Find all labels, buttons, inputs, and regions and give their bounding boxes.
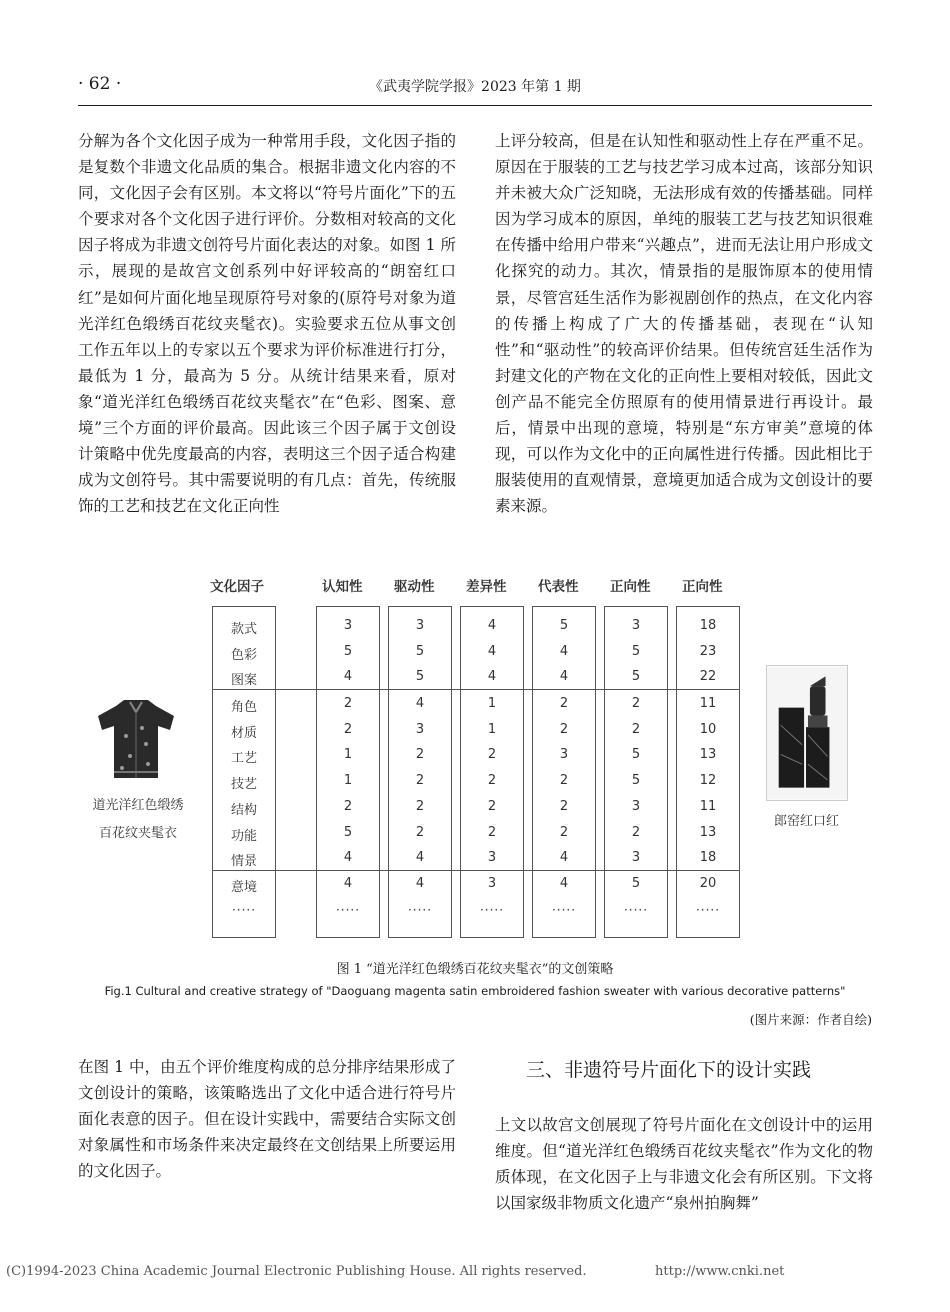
table-cell: 5 — [631, 747, 641, 762]
figure-1 — [78, 568, 872, 946]
table-cell: 4 — [415, 876, 425, 891]
right-column-2 — [495, 1112, 873, 1216]
table-cell: 3 — [631, 799, 641, 814]
table-cell: 5 — [343, 825, 353, 840]
table-row-label: 工艺 — [230, 751, 257, 766]
table-cell: 18 — [699, 618, 717, 633]
lipstick-caption: 郎窑红口红 — [773, 814, 839, 829]
table-cell: 3 — [343, 618, 353, 633]
table-header: 正向性 — [610, 579, 651, 595]
table-cell: 2 — [343, 696, 353, 711]
table-cell: 1 — [487, 722, 497, 737]
table-cell: 2 — [487, 825, 497, 840]
table-cell: 4 — [415, 850, 425, 865]
table-header: 差异性 — [466, 579, 507, 595]
table-cell: ····· — [335, 903, 361, 917]
table-cell: 2 — [559, 799, 569, 814]
paragraph: 上评分较高，但是在认知性和驱动性上存在严重不足。原因在于服装的工艺与技艺学习成本过高，该部分知识并未被大众广泛知晓，无法形成有效的传播基础。同样因为学习成本的原因，单纯的服装工艺与技艺知识很难在传播中给用户带来“兴趣点”，进而无法让用户形成文化探究的动力。其次，情景指的是服饰原本的使用情景，尽管宫廷生活作为影视剧创作的热点，在文化内容的传播上构成了广大的传播基础，表现在“认知性”和“驱动性”的较高评价结果。但传统宫廷生活作为封建文化的产物在文化的正向性上要相对较低，因此文创产品不能完全仿照原有的使用情景进行再设计。最后，情景中出现的意境，特别是“东方审美”意境的体现，可以作为文化中的正向属性进行传播。因此相比于服装使用的直观情景，意境更加适合成为文创设计的要素来源。 — [495, 132, 873, 516]
footer-url: http://www.cnki.net — [655, 1264, 785, 1279]
table-cell: 4 — [343, 876, 353, 891]
table-cell: 3 — [487, 876, 497, 891]
figure-source: (图片来源：作者自绘) — [749, 1012, 872, 1027]
table-cell: ····· — [407, 903, 433, 917]
table-cell: ····· — [551, 903, 577, 917]
table-cell: 23 — [699, 644, 717, 659]
table-cell: 2 — [559, 696, 569, 711]
table-cell: 5 — [415, 644, 425, 659]
table-cell: 2 — [559, 773, 569, 788]
table-cell: 5 — [631, 876, 641, 891]
right-column — [495, 128, 873, 519]
table-cell: 5 — [631, 669, 641, 684]
table-cell: 2 — [631, 722, 641, 737]
table-header-factor: 文化因子 — [210, 579, 264, 595]
table-cell: 10 — [699, 722, 717, 737]
table-row-label: 款式 — [230, 622, 257, 637]
page-number: · 62 · — [78, 74, 122, 94]
table-cell: 4 — [415, 696, 425, 711]
table-row-label: 技艺 — [230, 777, 257, 792]
table-cell: 1 — [343, 747, 353, 762]
table-header: 认知性 — [322, 579, 363, 595]
table-cell: 22 — [699, 669, 717, 684]
table-cell: 1 — [487, 696, 497, 711]
table-cell: 2 — [415, 799, 425, 814]
table-cell: 5 — [631, 644, 641, 659]
table-cell: 2 — [487, 773, 497, 788]
table-cell: 5 — [631, 773, 641, 788]
table-cell: 5 — [415, 669, 425, 684]
table-header: 代表性 — [538, 579, 579, 595]
table-cell: 4 — [487, 644, 497, 659]
robe-caption-line: 百花纹夹髦衣 — [98, 826, 177, 841]
table-cell: 2 — [559, 825, 569, 840]
table-row-label: 色彩 — [230, 648, 257, 663]
table-cell: 3 — [487, 850, 497, 865]
table-cell: 4 — [343, 669, 353, 684]
copyright-notice: (C)1994-2023 China Academic Journal Electronic Publishing House. All rights reserved. — [6, 1264, 587, 1279]
table-cell: 20 — [699, 876, 717, 891]
robe-caption — [78, 792, 198, 848]
table-cell: 3 — [631, 618, 641, 633]
left-column — [78, 128, 456, 519]
table-cell: ····· — [479, 903, 505, 917]
table-cell: 3 — [415, 618, 425, 633]
table-cell: 2 — [559, 722, 569, 737]
table-cell: 11 — [699, 799, 717, 814]
table-cell: 2 — [631, 696, 641, 711]
table-cell: ····· — [623, 903, 649, 917]
table-row-label: 角色 — [230, 700, 257, 715]
table-row-label: 材质 — [230, 726, 257, 741]
table-cell: 13 — [699, 825, 717, 840]
paragraph: 在图 1 中，由五个评价维度构成的总分排序结果形成了文创设计的策略，该策略选出了文化中适合进行符号片面化表意的因子。但在设计实践中，需要结合实际文创对象属性和市场条件来决定最终在文创结果上所要运用的文化因子。 — [78, 1058, 456, 1181]
table-cell: 3 — [631, 850, 641, 865]
table-cell: ····· — [695, 903, 721, 917]
table-cell: 4 — [487, 669, 497, 684]
table-cell: 5 — [559, 618, 569, 633]
table-cell: 11 — [699, 696, 717, 711]
table-row-label: 意境 — [230, 880, 257, 895]
left-column-2 — [78, 1054, 456, 1184]
table-cell: 2 — [487, 747, 497, 762]
table-row-label: 图案 — [230, 673, 257, 688]
table-cell: 1 — [343, 773, 353, 788]
table-cell: 5 — [343, 644, 353, 659]
table-cell: 3 — [415, 722, 425, 737]
table-row-label: 情景 — [230, 854, 257, 869]
table-cell: 2 — [343, 722, 353, 737]
journal-title: 《武夷学院学报》2023 年第 1 期 — [369, 79, 581, 95]
table-row-label: 功能 — [230, 829, 257, 844]
table-cell: 3 — [559, 747, 569, 762]
table-cell: 12 — [699, 773, 717, 788]
paragraph: 上文以故宫文创展现了符号片面化在文创设计中的运用维度。但“道光洋红色缎绣百花纹夹髦衣”作为文化的物质体现，在文化因子上与非遗文化会有所区别。下文将以国家级非物质文化遗产“泉州拍胸舞” — [495, 1116, 873, 1213]
paragraph: 分解为各个文化因子成为一种常用手段，文化因子指的是复数个非遗文化品质的集合。根据非遗文化内容的不同，文化因子会有区别。本文将以“符号片面化”下的五个要求对各个文化因子进行评价。分数相对较高的文化因子将成为非遗文创符号片面化表达的对象。如图 1 所示，展现的是故宫文创系列中好评较高的“朗窑红口红”是如何片面化地呈现原符号对象的(原符号对象为道光洋红色缎绣百花纹夹髦衣)。实验要求五位从事文创工作五年以上的专家以五个要求为评价标准进行打分，最低为 1 分，最高为 5 分。从统计结果来看，原对象“道光洋红色缎绣百花纹夹髦衣”在“色彩、图案、意境”三个方面的评价最高。因此该三个因子属于文创设计策略中优先度最高的内容，表明这三个因子适合构建成为文创符号。其中需要说明的有几点：首先，传统服饰的工艺和技艺在文化正向性 — [78, 132, 456, 516]
figure-caption-cn: 图 1 “道光洋红色缎绣百花纹夹髦衣”的文创策略 — [336, 962, 614, 977]
table-row-label: ····· — [231, 903, 257, 917]
robe-image — [96, 696, 176, 782]
robe-caption-line: 道光洋红色缎绣 — [92, 798, 184, 813]
table-cell: 18 — [699, 850, 717, 865]
section-title: 三、非遗符号片面化下的设计实践 — [526, 1059, 812, 1081]
table-cell: 4 — [487, 618, 497, 633]
table-cell: 4 — [559, 669, 569, 684]
table-row-label: 结构 — [230, 803, 257, 818]
page-header — [78, 70, 872, 106]
table-cell: 2 — [631, 825, 641, 840]
table-cell: 4 — [559, 644, 569, 659]
table-header: 驱动性 — [394, 579, 435, 595]
table-cell: 4 — [343, 850, 353, 865]
table-cell: 4 — [559, 876, 569, 891]
table-divider — [212, 689, 740, 690]
table-cell: 2 — [415, 773, 425, 788]
lipstick-image — [766, 665, 848, 801]
figure-caption-en: Fig.1 Cultural and creative strategy of "Daoguang magenta satin embroidered fashion sweater with various decorative patterns" — [104, 984, 846, 998]
table-cell: 13 — [699, 747, 717, 762]
table-cell: 2 — [415, 825, 425, 840]
table-header: 正向性 — [682, 579, 723, 595]
table-cell: 2 — [487, 799, 497, 814]
table-cell: 2 — [415, 747, 425, 762]
table-cell: 2 — [343, 799, 353, 814]
table-cell: 4 — [559, 850, 569, 865]
table-divider — [212, 870, 740, 871]
